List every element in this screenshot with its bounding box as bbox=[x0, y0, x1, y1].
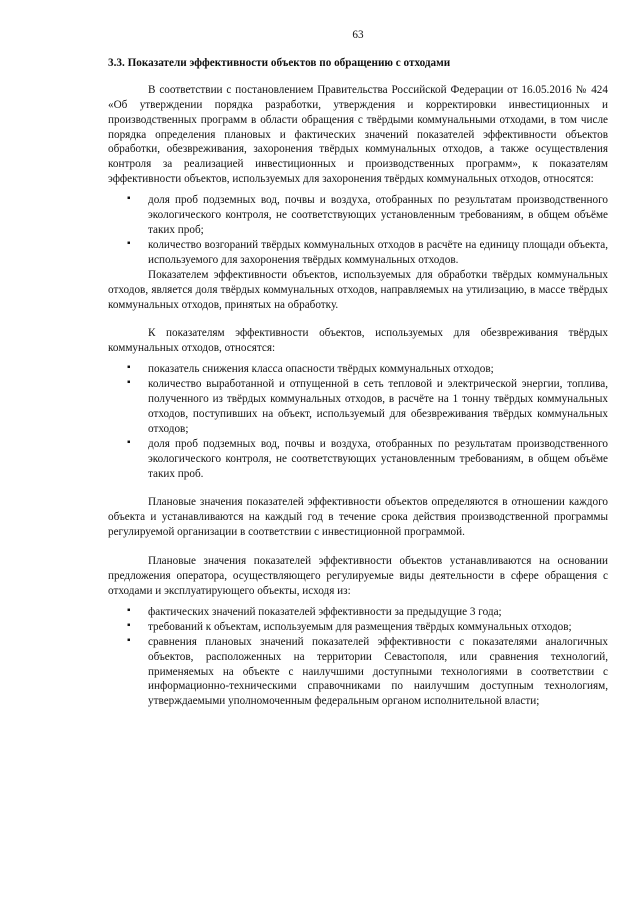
bullet-square-icon: ▪ bbox=[127, 436, 131, 448]
list-item bbox=[108, 620, 608, 635]
list-item bbox=[108, 193, 608, 238]
list-item bbox=[108, 377, 608, 437]
bullet-list bbox=[108, 362, 608, 481]
paragraph: Плановые значения показателей эффективности объектов устанавливаются на основании предложения оператора, осуществляющего регулируемые виды деятельности в сфере обращения с отходами и эксплуатирующего объекты, исходя из: bbox=[108, 555, 608, 597]
bullet-square-icon: ▪ bbox=[127, 362, 131, 374]
bullet-list bbox=[108, 193, 608, 268]
list-item-text: фактических значений показателей эффективности за предыдущие 3 года; bbox=[148, 605, 502, 618]
paragraph: К показателям эффективности объектов, используемых для обезвреживания твёрдых коммунальных отходов, относятся: bbox=[108, 327, 608, 355]
list-item bbox=[108, 605, 608, 620]
list-item bbox=[108, 635, 608, 710]
bullet-square-icon: ▪ bbox=[127, 237, 131, 249]
list-item-text: количество возгораний твёрдых коммунальных отходов в расчёте на единицу площади объекта, используемого для захоронения твёрдых коммунальных отходов. bbox=[148, 238, 608, 266]
page-number: 63 bbox=[352, 29, 364, 41]
bullet-square-icon: ▪ bbox=[127, 619, 131, 631]
list-item bbox=[108, 238, 608, 268]
list-item-text: требований к объектам, используемым для размещения твёрдых коммунальных отходов; bbox=[148, 620, 572, 633]
bullet-square-icon: ▪ bbox=[127, 604, 131, 616]
list-item-text: сравнения плановых значений показателей эффективности с показателями аналогичных объектов, расположенных на территории Севастополя, или сравнения технологий, применяемых на объекте с наилучшими доступными технологиями в соответствии с информационно-техническими справочниками по наилучшим доступным технологиям, утверждаемыми уполномоченным федеральным органом исполнительной власти; bbox=[148, 635, 608, 708]
list-item-text: доля проб подземных вод, почвы и воздуха, отобранных по результатам производственного экологического контроля, не соответствующих установленным требованиям, в общем объёме таких проб; bbox=[148, 194, 608, 236]
list-item bbox=[108, 362, 608, 377]
list-item-text: количество выработанной и отпущенной в сеть тепловой и электрической энергии, топлива, полученного из твёрдых коммунальных отходов, в расчёте на 1 тонну твёрдых коммунальных отходов, поступивших на объект, используемый для обезвреживания твёрдых коммунальных отходов; bbox=[148, 378, 608, 435]
bullet-square-icon: ▪ bbox=[127, 377, 131, 389]
paragraph: Показателем эффективности объектов, используемых для обработки твёрдых коммунальных отходов, является доля твёрдых коммунальных отходов, направляемых на утилизацию, в массе твёрдых коммунальных отходов, принятых на обработку. bbox=[108, 268, 608, 311]
bullet-list bbox=[108, 605, 608, 709]
list-item bbox=[108, 437, 608, 482]
paragraph: В соответствии с постановлением Правительства Российской Федерации от 16.05.2016 № 424 «Об утверждении порядка разработки, утверждения и корректировки инвестиционных и производственных программ в области обращения с твёрдыми коммунальными отходами, в том числе порядка определения плановых и фактических значений показателей эффективности объектов обработки, обезвреживания, захоронения твёрдых коммунальных отходов, а также осуществления контроля за реализацией инвестиционных и производственных программ», к показателям эффективности объектов, используемых для захоронения твёрдых коммунальных отходов, относятся: bbox=[108, 83, 608, 186]
section-title: 3.3. Показатели эффективности объектов по обращению с отходами bbox=[108, 56, 451, 69]
paragraph: Плановые значения показателей эффективности объектов определяются в отношении каждого объекта и устанавливаются на каждый год в течение срока действия производственной программы регулируемой организации в соответствии с инвестиционной программой. bbox=[108, 496, 608, 539]
document-body bbox=[108, 83, 608, 709]
bullet-square-icon: ▪ bbox=[127, 634, 131, 646]
list-item-text: показатель снижения класса опасности твёрдых коммунальных отходов; bbox=[148, 363, 494, 376]
bullet-square-icon: ▪ bbox=[127, 193, 131, 205]
list-item-text: доля проб подземных вод, почвы и воздуха, отобранных по результатам производственного экологического контроля, не соответствующих установленным требованиям, в общем объёме таких проб. bbox=[148, 437, 608, 480]
